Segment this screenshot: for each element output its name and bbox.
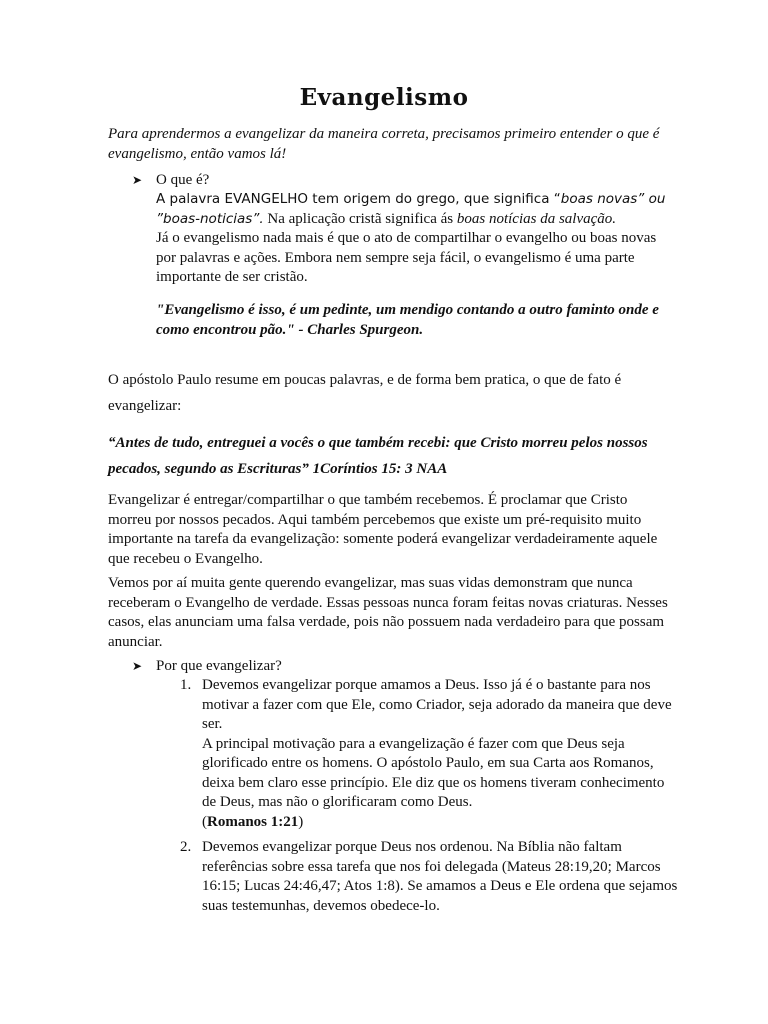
- definition-serif-italic: boas notícias da salvação.: [456, 210, 617, 227]
- definition-sans-italic: boas novas” ou ”boas-noticias”.: [156, 191, 666, 227]
- evangelism-paragraph: Já o evangelismo nada mais é que o ato de compartilhar o evangelho ou boas novas por palavras e ações. Embora nem sempre seja fácil, o evangelismo é uma parte importante de ser cristão.: [156, 230, 657, 285]
- definition-sans: A palavra EVANGELHO tem origem do grego, que significa “: [156, 191, 561, 207]
- arrowhead-bullet-icon: ➤: [132, 173, 143, 187]
- item-reference: (Romanos 1:21): [202, 813, 304, 830]
- bible-verse-quote: “Antes de tudo, entreguei a vocês o que também recebi: que Cristo morreu pelos nossos pecados, segundo as Escrituras” 1Coríntios 15: 3 NAA: [108, 435, 648, 477]
- numbered-item-1: [180, 676, 680, 832]
- paulo-paragraph: O apóstolo Paulo resume em poucas palavras, e de forma bem pratica, o que de fato é evangelizar:: [108, 372, 622, 414]
- arrowhead-bullet-icon: ➤: [132, 659, 143, 673]
- bullet-label: Por que evangelizar?: [156, 658, 282, 674]
- item-number: 1.: [180, 677, 192, 693]
- item-text: Devemos evangelizar porque amamos a Deus. Isso já é o bastante para nos motivar a fazer com que Ele, como Criador, seja adorado da maneira que deve ser.: [202, 677, 672, 732]
- page-title: Evangelismo: [299, 84, 469, 111]
- bullet-why: [132, 657, 672, 677]
- bullet-what-is: [132, 171, 672, 191]
- item-number: 2.: [180, 839, 192, 855]
- numbered-item-2: [180, 838, 680, 916]
- intro-paragraph: Para aprendermos a evangelizar da maneira correta, precisamos primeiro entender o que é evangelismo, então vamos lá!: [108, 126, 660, 162]
- bullet-label: O que é?: [156, 172, 210, 188]
- definition-paragraph: [156, 190, 676, 229]
- paragraph-evangelizar: Evangelizar é entregar/compartilhar o que também recebemos. É proclamar que Cristo morreu por nossos pecados. Aqui também percebemos que existe um pré-requisito muito importante na tarefa da evangelização: somente poderá evangelizar verdadeiramente aquele que recebeu o Evangelho.: [108, 492, 658, 567]
- item-text-2: A principal motivação para a evangelização é fazer com que Deus seja glorificado entre os homens. O apóstolo Paulo, em sua Carta aos Romanos, deixa bem claro esse princípio. Ele diz que os homens tiveram conhecimento de Deus, mas não o glorificaram como Deus.: [202, 735, 665, 810]
- definition-serif: Na aplicação cristã significa ás: [263, 210, 457, 227]
- item-text: Devemos evangelizar porque Deus nos ordenou. Na Bíblia não faltam referências sobre essa tarefa que nos foi delegada (Mateus 28:19,20; Marcos 16:15; Lucas 24:46,47; Atos 1:8). Se amamos a Deus e Ele ordena que sejamos suas testemunhas, devemos obedece-lo.: [202, 839, 678, 914]
- paragraph-vemos: Vemos por aí muita gente querendo evangelizar, mas suas vidas demonstram que nunca receberam o Evangelho de verdade. Essas pessoas nunca foram feitas novas criaturas. Nesses casos, elas anunciam uma falsa verdade, pois não possuem nada verdadeiro para que possam anunciar.: [108, 575, 668, 650]
- spurgeon-quote: "Evangelismo é isso, é um pedinte, um mendigo contando a outro faminto onde e como encontrou pão." - Charles Spurgeon.: [156, 302, 659, 338]
